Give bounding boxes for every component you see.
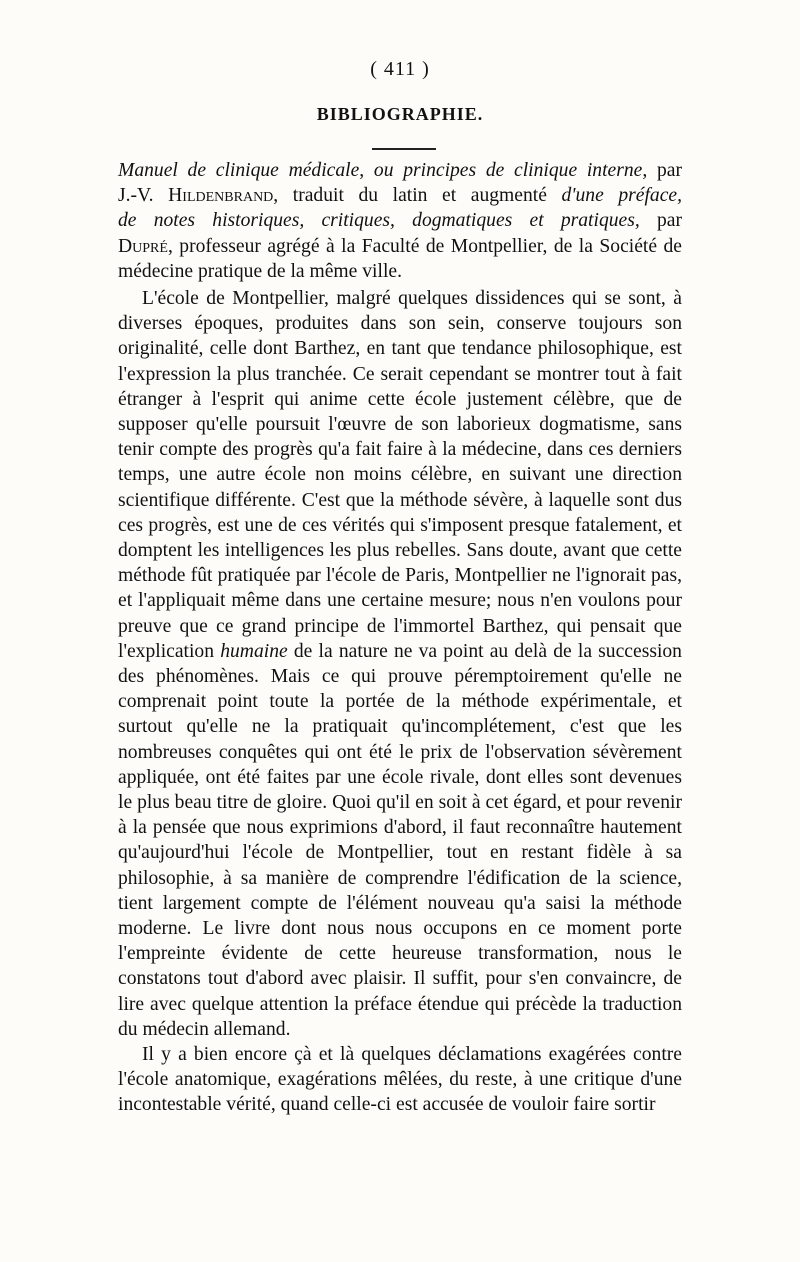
paragraph-2-text: Il y a bien encore çà et là quelques déclamations exagérées contre l'école anatomique, exagérations mêlées, du reste, à une critique d'une incontestable vérité, quand celle-ci est accusée de vouloir faire sortir [118, 1044, 682, 1116]
title-rule [372, 148, 436, 150]
citation-line-3 [118, 208, 682, 233]
translation-note: , traduit du latin et augmenté [273, 185, 562, 207]
addition-title-1: d'une préface, [561, 185, 682, 207]
addition-title-2: de notes historiques, critiques, dogmatiques et pratiques, [118, 210, 640, 232]
by-word-2: par [639, 210, 682, 232]
page-number: ( 411 ) [370, 58, 430, 80]
author-name: Hildenbrand [168, 185, 274, 207]
body-paragraph-2 [118, 1042, 682, 1118]
body-paragraph-1 [118, 286, 682, 1042]
section-title: BIBLIOGRAPHIE. [316, 104, 484, 124]
citation-line-2 [118, 183, 682, 208]
by-word: par [647, 160, 682, 181]
paragraph-1-text-a: L'école de Montpellier, malgré quelques dissidences qui se sont, à diverses époques, produites dans son sein, conserve toujours son originalité, celle dont Barthez, en tant que tendance philosophique, est l'expression la plus tranchée. Ce serait cependant se montrer tout à fait étranger à l'esprit qui anime cette école justement célèbre, que de supposer qu'elle poursuit l'œuvre de son laborieux dogmatisme, sans tenir compte des progrès qu'a fait faire à la médecine, dans ces derniers temps, une autre école non moins célèbre, en suivant une direction scientifique différente. C'est que la méthode sévère, à laquelle sont dus ces progrès, est une de ces vérités qui s'imposent presque fatalement, et domptent les intelligences les plus rebelles. Sans doute, avant que cette méthode fût pratiquée par l'école de Paris, Montpellier ne l'ignorait pas, et l'appliquait même dans une certaine mesure; nous n'en voulons pour preuve que ce grand principe de l'immortel Barthez, qui pensait que l'explication [118, 288, 682, 662]
book-citation [118, 158, 682, 284]
emphasis-humaine: humaine [220, 640, 288, 662]
editor-details: , professeur agrégé à la Faculté de Montpellier, de la Société de médecine pratique de la même ville. [118, 235, 682, 282]
paragraph-1-text-b: de la nature ne va point au delà de la succession des phénomènes. Mais ce qui prouve péremptoirement qu'elle ne comprenait point toute la portée de la méthode expérimentale, et surtout qu'elle ne la pratiquait qu'incomplétement, c'est que les nombreuses conquêtes qui ont été le prix de l'observation sévèrement appliquée, ont été faites par une école rivale, dont elles sont devenues le plus beau titre de gloire. Quoi qu'il en soit à cet égard, et pour revenir à la pensée que nous exprimions d'abord, il faut reconnaître hautement qu'aujourd'hui l'école de Montpellier, tout en restant fidèle à sa philosophie, à sa manière de comprendre l'édification de la science, tient largement compte de l'élément nouveau qu'a saisi la méthode moderne. Le livre dont nous nous occupons en ce moment porte l'empreinte évidente de cette heureuse transformation, nous le constatons tout d'abord avec plaisir. Il suffit, pour s'en convaincre, de lire avec quelque attention la préface étendue qui précède la traduction du médecin allemand. [118, 640, 682, 1040]
citation-line-1 [118, 158, 682, 183]
editor-name: Dupré [118, 235, 168, 257]
citation-line-4 [118, 234, 682, 284]
author-initials: J.-V. [118, 185, 169, 207]
book-title: Manuel de clinique médicale, ou principes de clinique interne, [118, 160, 648, 181]
